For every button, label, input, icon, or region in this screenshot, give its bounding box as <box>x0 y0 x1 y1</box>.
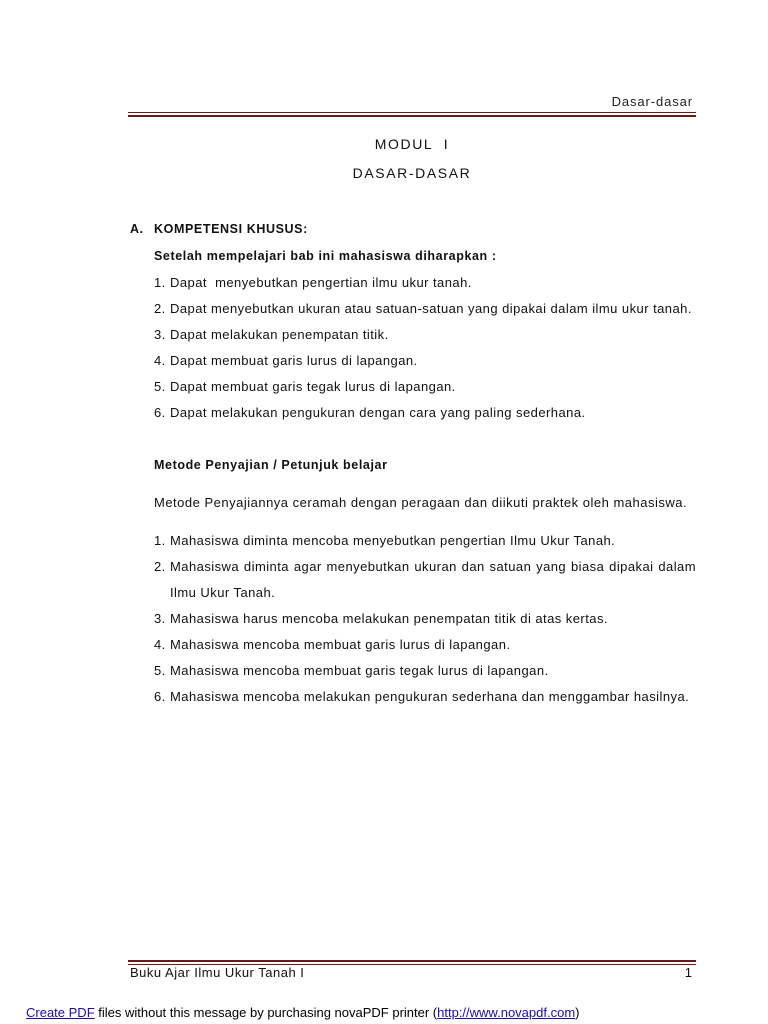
list-item: 5. Mahasiswa mencoba membuat garis tegak lurus di lapangan. <box>154 663 549 678</box>
objectives-list <box>154 270 696 426</box>
page-number: 1 <box>684 965 692 980</box>
chapter-title: DASAR-DASAR <box>352 165 472 181</box>
section-heading-text: KOMPETENSI KHUSUS: <box>154 222 308 236</box>
watermark-end: ) <box>575 1005 580 1020</box>
header-rule <box>128 112 696 117</box>
module-title: MODUL I <box>374 136 450 152</box>
watermark-text: files without this message by purchasing novaPDF printer ( <box>94 1005 438 1020</box>
list-item: 3. Mahasiswa harus mencoba melakukan penempatan titik di atas kertas. <box>154 611 608 626</box>
novapdf-url-link[interactable]: http://www.novapdf.com <box>437 1005 576 1020</box>
list-item: 1. Dapat menyebutkan pengertian ilmu ukur tanah. <box>154 275 472 290</box>
list-item: 4. Dapat membuat garis lurus di lapangan. <box>154 353 418 368</box>
footer-book-title: Buku Ajar Ilmu Ukur Tanah I <box>130 965 305 980</box>
list-item: 4. Mahasiswa mencoba membuat garis lurus di lapangan. <box>154 637 511 652</box>
section-heading <box>130 222 308 236</box>
list-item: 2. Dapat menyebutkan ukuran atau satuan-satuan yang dipakai dalam ilmu ukur tanah. <box>154 301 692 316</box>
method-paragraph: Metode Penyajiannya ceramah dengan peragaan dan diikuti praktek oleh mahasiswa. <box>154 495 688 510</box>
list-item: 3. Dapat melakukan penempatan titik. <box>154 327 389 342</box>
method-heading: Metode Penyajian / Petunjuk belajar <box>154 458 388 472</box>
list-item: 6. Dapat melakukan pengukuran dengan cara yang paling sederhana. <box>154 405 586 420</box>
novapdf-watermark <box>26 1005 580 1020</box>
section-letter: A. <box>130 222 144 236</box>
running-header: Dasar-dasar <box>611 94 693 109</box>
list-item: 6. Mahasiswa mencoba melakukan pengukuran sederhana dan menggambar hasilnya. <box>154 689 690 704</box>
list-item: 5. Dapat membuat garis tegak lurus di lapangan. <box>154 379 456 394</box>
create-pdf-link[interactable]: Create PDF <box>26 1005 95 1020</box>
steps-list <box>154 528 696 710</box>
list-item: 2. Mahasiswa diminta agar menyebutkan ukuran dan satuan yang biasa dipakai dalam Ilmu Ukur Tanah. <box>154 559 696 600</box>
objectives-intro: Setelah mempelajari bab ini mahasiswa diharapkan : <box>154 249 497 263</box>
list-item: 1. Mahasiswa diminta mencoba menyebutkan pengertian Ilmu Ukur Tanah. <box>154 533 616 548</box>
